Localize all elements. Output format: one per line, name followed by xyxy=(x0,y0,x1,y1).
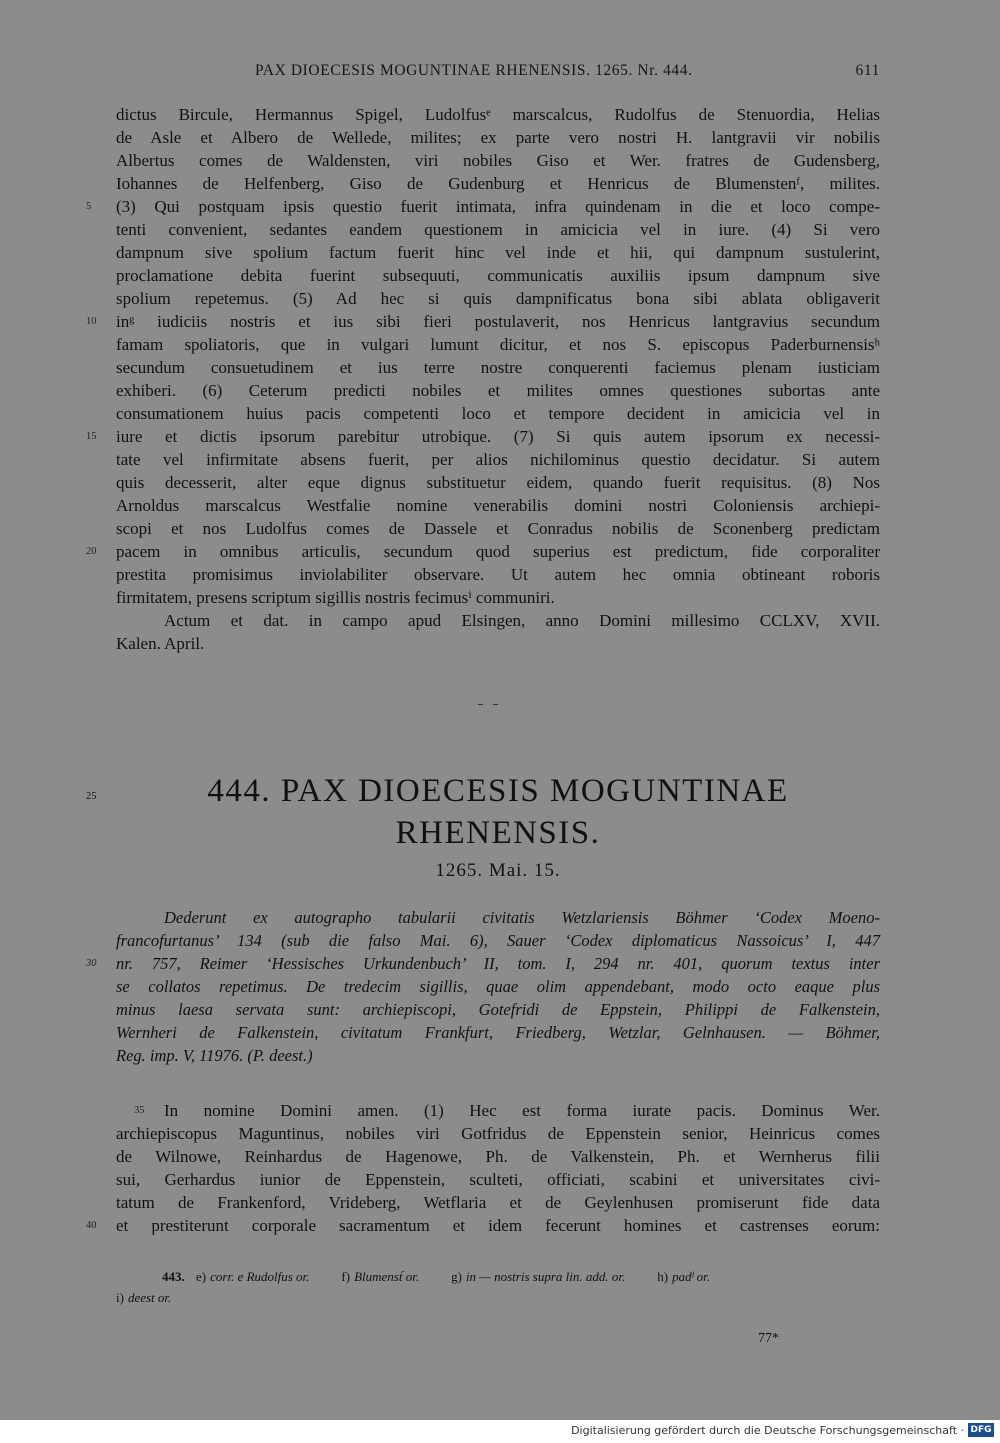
text-line-content: de Asle et Albero de Wellede, milites; ex parte vero nostri H. lantgravii vir nobilis xyxy=(116,128,880,147)
text-line-content: exhiberi. (6) Ceterum predicti nobiles et milites omnes questiones subortas ante xyxy=(116,381,880,400)
text-line xyxy=(116,517,880,540)
text-line xyxy=(116,975,880,998)
text-line xyxy=(116,356,880,379)
text-line xyxy=(86,310,880,333)
text-line-content: secundum consuetudinem et ius terre nostre conquerenti faciemus plenam iusticiam xyxy=(116,358,880,377)
text-line xyxy=(116,172,880,195)
text-line-content: pacem in omnibus articulis, secundum quod superius est predictum, fide corporaliter xyxy=(116,542,880,561)
text-line xyxy=(116,333,880,356)
text-line xyxy=(116,471,880,494)
text-line-content: dictus Bircule, Hermannus Spigel, Ludolfusᵉ marscalcus, Rudolfus de Stenuordia, Helias xyxy=(116,105,880,124)
text-line xyxy=(116,1122,880,1145)
footnote-text: corr. e Rudolfus or. xyxy=(210,1269,310,1284)
text-line xyxy=(116,906,880,929)
text-line-content: archiepiscopus Maguntinus, nobiles viri Gotfridus de Eppenstein senior, Heinricus comes xyxy=(116,1124,880,1143)
line-number: 20 xyxy=(86,546,97,557)
footnote-doc-number: 443. xyxy=(162,1269,185,1284)
text-line xyxy=(116,1145,880,1168)
footnote-text: in — nostris supra lin. add. or. xyxy=(465,1269,626,1284)
text-line-content: Arnoldus marscalcus Westfalie nomine venerabilis domini nostri Coloniensis archiepi- xyxy=(116,496,880,515)
signature-mark: 77* xyxy=(758,1331,779,1346)
footnote-text: padˡ or. xyxy=(672,1269,710,1284)
text-line xyxy=(116,1191,880,1214)
running-head-title: PAX DIOECESIS MOGUNTINAE RHENENSIS. 1265. Nr. 444. xyxy=(255,62,693,79)
text-line xyxy=(86,425,880,448)
text-line xyxy=(86,540,880,563)
text-line-content: spolium repetemus. (5) Ad hec si quis dampnificatus bona sibi ablata obligaverit xyxy=(116,289,880,308)
text-line xyxy=(116,287,880,310)
line-number: 40 xyxy=(86,1220,97,1231)
text-line xyxy=(116,448,880,471)
footnotes xyxy=(116,1266,880,1308)
source-note xyxy=(86,906,880,1067)
text-line xyxy=(116,998,880,1021)
footnote xyxy=(341,1269,419,1284)
text-line-content: consumationem huius pacis competenti loco et tempore decident in amicicia vel in xyxy=(116,404,880,423)
text-line-content: et prestiterunt corporale sacramentum et idem fecerunt homines et castrenses eorum: xyxy=(116,1216,880,1235)
page-number: 611 xyxy=(855,62,880,79)
text-line xyxy=(116,264,880,287)
text-line-content: prestita promisimus inviolabiliter observare. Ut autem hec omnia obtineant roboris xyxy=(116,565,880,584)
text-line-content: firmitatem, presens scriptum sigillis nostris fecimusⁱ communiri. xyxy=(116,588,555,607)
text-line xyxy=(116,586,880,609)
text-line-content: de Wilnowe, Reinhardus de Hagenowe, Ph. de Valkenstein, Ph. et Wernherus filii xyxy=(116,1147,880,1166)
footnote xyxy=(451,1269,625,1284)
document-title xyxy=(116,770,880,854)
text-line-content: Wernheri de Falkenstein, civitatum Frankfurt, Friedberg, Wetzlar, Gelnhausen. — Böhmer, xyxy=(116,1023,880,1042)
text-line xyxy=(116,241,880,264)
text-line-content: inᵍ iudiciis nostris et ius sibi fieri postulaverit, nos Henricus lantgravius secundum xyxy=(116,312,880,331)
text-line xyxy=(86,952,880,975)
text-line xyxy=(116,1021,880,1044)
text-line-content: proclamatione debita fuerint subsequuti, communicatis auxiliis ipsum dampnum sive xyxy=(116,266,880,285)
text-line xyxy=(116,149,880,172)
text-line-content: se collatos repetimus. De tredecim sigillis, quae olim appendebant, modo octo eaque plus xyxy=(116,977,880,996)
text-line xyxy=(86,195,880,218)
text-line-content: Albertus comes de Waldensten, viri nobiles Giso et Wer. fratres de Gudensberg, xyxy=(116,151,880,170)
text-line xyxy=(116,1168,880,1191)
text-line xyxy=(116,929,880,952)
charter-text-444 xyxy=(86,1099,880,1237)
text-line-content: quis decesserit, alter eque dignus substituetur eidem, quando fuerit requisitus. (8) Nos xyxy=(116,473,880,492)
text-line-content: tatum de Frankenford, Vrideberg, Wetflaria et de Geylenhusen promiserunt fide data xyxy=(116,1193,880,1212)
document-title-line-1: 444. PAX DIOECESIS MOGUNTINAE xyxy=(207,773,789,809)
line-number: 5 xyxy=(86,201,92,212)
text-line xyxy=(116,563,880,586)
text-line xyxy=(116,402,880,425)
text-line xyxy=(116,103,880,126)
text-line xyxy=(116,126,880,149)
line-number: 30 xyxy=(86,958,97,969)
text-line xyxy=(116,1044,880,1067)
text-line xyxy=(116,494,880,517)
line-number: 35 xyxy=(134,1105,145,1116)
text-line-content: iure et dictis ipsorum parebitur utrobique. (7) Si quis autem ipsorum ex necessi- xyxy=(116,427,880,446)
line-number: 10 xyxy=(86,316,97,327)
text-line-content: minus laesa servata sunt: archiepiscopi, Gotefridi de Eppstein, Philippi de Falkenstein, xyxy=(116,1000,880,1019)
footnote-mark: i) xyxy=(116,1290,124,1305)
footnote xyxy=(657,1269,710,1284)
text-line-content: Kalen. April. xyxy=(116,634,205,653)
text-line-content: dampnum sive spolium factum fuerit hinc vel inde et hii, qui dampnum sustulerint, xyxy=(116,243,880,262)
text-line xyxy=(116,1099,880,1122)
text-line xyxy=(116,632,880,655)
footnote-mark: h) xyxy=(657,1269,669,1284)
text-line-content: famam spoliatoris, que in vulgari lumunt dicitur, et nos S. episcopus Paderburnensisʰ xyxy=(116,335,880,354)
text-line-content: sui, Gerhardus iunior de Eppenstein, sculteti, officiati, scabini et universitates civi- xyxy=(116,1170,880,1189)
text-line-content: (3) Qui postquam ipsis questio fuerit intimata, infra quindenam in die et loco compe- xyxy=(116,197,880,216)
text-line-content: tenti convenient, sedantes eandem questionem in amicicia vel in iure. (4) Si vero xyxy=(116,220,880,239)
text-line xyxy=(86,1214,880,1237)
footer-bar xyxy=(0,1420,1000,1443)
text-line xyxy=(116,609,880,632)
text-line-content: scopi et nos Ludolfus comes de Dassele et Conradus nobilis de Sconenberg predictam xyxy=(116,519,880,538)
text-line xyxy=(116,379,880,402)
text-line-content: Actum et dat. in campo apud Elsingen, anno Domini millesimo CCLXV, XVII. xyxy=(164,611,880,630)
text-line-content: In nomine Domini amen. (1) Hec est forma iurate pacis. Dominus Wer. xyxy=(164,1101,880,1120)
document-title-line-2: RHENENSIS. xyxy=(395,815,601,851)
text-line-content: Dederunt ex autographo tabularii civitatis Wetzlariensis Böhmer ‘Codex Moeno- xyxy=(164,908,880,927)
document-date: 1265. Mai. 15. xyxy=(435,860,561,881)
running-head xyxy=(255,62,880,80)
charter-text-continuation xyxy=(86,103,880,655)
dfg-logo: DFG xyxy=(968,1423,994,1437)
footnote-text: deest or. xyxy=(127,1290,172,1305)
text-line-content: francofurtanus’ 134 (sub die falso Mai. 6), Sauer ‘Codex diplomaticus Nassoicus’ I, 447 xyxy=(116,931,880,950)
footnote-text: Blumenst́ or. xyxy=(354,1269,420,1284)
footnote-row xyxy=(116,1266,880,1287)
footnote-mark: e) xyxy=(196,1269,207,1284)
text-line xyxy=(116,218,880,241)
line-number: 15 xyxy=(86,431,97,442)
footnote xyxy=(116,1290,171,1305)
footer-credit: Digitalisierung gefördert durch die Deutsche Forschungsgemeinschaft · xyxy=(571,1424,964,1437)
text-line-content: tate vel infirmitate absens fuerit, per alios nichilominus questio decidatur. Si autem xyxy=(116,450,880,469)
footnote-mark: g) xyxy=(451,1269,462,1284)
heading-line-number: 25 xyxy=(86,791,97,802)
footnote xyxy=(196,1269,309,1284)
footnote-mark: f) xyxy=(341,1269,351,1284)
footnote-row xyxy=(116,1287,880,1308)
text-line-content: nr. 757, Reimer ‘Hessisches Urkundenbuch’ II, tom. I, 294 nr. 401, quorum textus inter xyxy=(116,954,880,973)
section-separator xyxy=(478,704,518,706)
text-line-content: Iohannes de Helfenberg, Giso de Gudenburg et Henricus de Blumenstenᶠ, milites. xyxy=(116,174,880,193)
text-line-content: Reg. imp. V, 11976. (P. deest.) xyxy=(116,1046,313,1065)
